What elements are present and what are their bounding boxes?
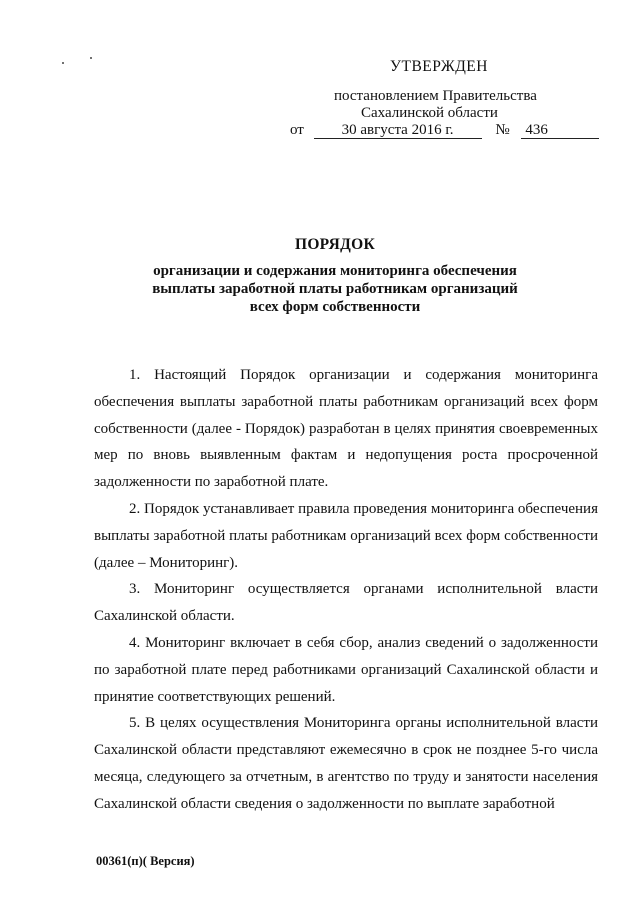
approval-date: 30 августа 2016 г.	[314, 122, 482, 139]
document-body	[94, 362, 598, 818]
paragraph-1: 1. Настоящий Порядок организации и содержания мониторинга обеспечения выплаты заработной платы работникам организаций всех форм собственности (далее - Порядок) разработан в целях принятия своевременных мер по вновь выявленным фактам и недопущения роста просроченной задолженности по заработной плате.	[94, 367, 598, 491]
title-subline-1: организации и содержания мониторинга обеспечения	[153, 263, 517, 279]
document-title-block	[100, 236, 570, 316]
paragraph-2: 2. Порядок устанавливает правила проведения мониторинга обеспечения выплаты заработной платы работникам организаций всех форм собственности (далее – Мониторинг).	[94, 500, 598, 571]
footer-code: 00361(п)( Версия)	[96, 854, 195, 868]
approval-date-line	[290, 122, 599, 139]
scan-speck	[90, 57, 92, 59]
from-label: от	[290, 122, 304, 138]
paragraph-4: 4. Мониторинг включает в себя сбор, анализ сведений о задолженности по заработной плате перед работниками организаций Сахалинской области и принятие соответствующих решений.	[94, 634, 598, 705]
approval-number: 436	[521, 122, 599, 139]
approval-line-2: Сахалинской области	[361, 105, 498, 121]
document-title: ПОРЯДОК	[294, 236, 376, 253]
title-subline-3: всех форм собственности	[249, 299, 421, 315]
paragraph-3: 3. Мониторинг осуществляется органами исполнительной власти Сахалинской области.	[94, 581, 598, 625]
approval-line-1: постановлением Правительства	[334, 88, 537, 104]
paragraph-5: 5. В целях осуществления Мониторинга органы исполнительной власти Сахалинской области представляют ежемесячно в срок не позднее 5-го числа месяца, следующего за отчетным, в агентство по труду и занятости населения Сахалинской области сведения о задолженности по выплате заработной	[94, 715, 598, 812]
title-subline-2: выплаты заработной платы работникам организаций	[152, 281, 518, 297]
approval-heading: УТВЕРЖДЕН	[390, 58, 488, 75]
number-label: №	[495, 122, 510, 138]
scan-speck	[62, 62, 64, 64]
